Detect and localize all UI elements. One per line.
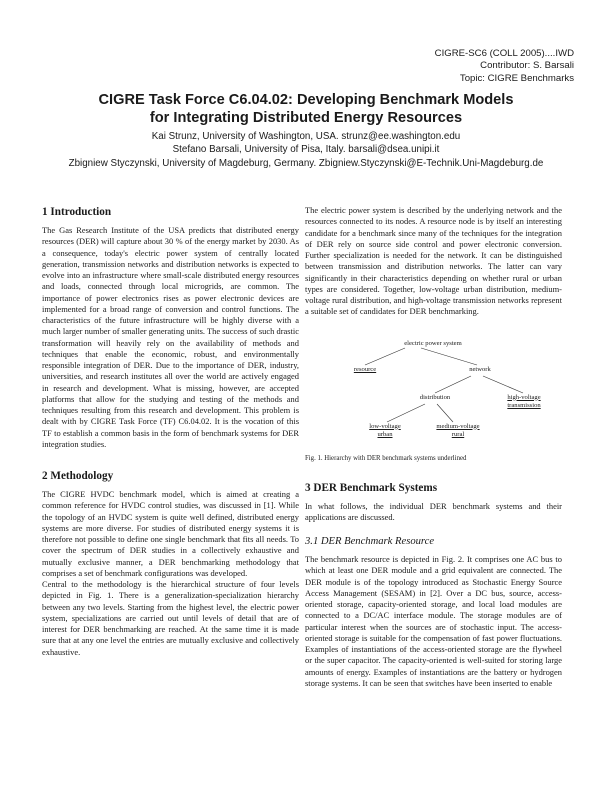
edge-distribution-mv <box>437 404 453 422</box>
node-medium-voltage-rural <box>423 423 493 439</box>
author-2: Stefano Barsali, University of Pisa, Italy. barsali@dsea.unipi.it <box>172 144 440 156</box>
edge-root-network <box>421 348 477 365</box>
figure-1-hierarchy <box>305 328 562 468</box>
subsection-heading-der-resource: 3.1 DER Benchmark Resource <box>305 536 435 547</box>
author-3: Zbigniew Styczynski, University of Magdeburg, Germany. Zbigniew.Styczynski@E-Technik.Uni-Magdeburg.de <box>68 157 544 169</box>
node-high-voltage-transmission <box>491 394 557 410</box>
header-meta <box>435 48 574 85</box>
section-heading-methodology: 2 Methodology <box>42 470 114 482</box>
author-list <box>0 130 612 170</box>
node-electric-power-system: electric power system <box>404 339 462 347</box>
edge-distribution-lv <box>387 404 425 422</box>
network-description-paragraph: The electric power system is described by the underlying network and the resources connected to its nodes. A resource node is by itself an interesting candidate for a benchmark since many of the techniques for the integration of DER rely on source side control and power electronic conversion. Further specialization is needed for the network. It can be distinguished between transmission and distribution networks. The latter can vary significantly in their characteristics depending on whether rural or urban types are considered. Together, low-voltage urban distribution, medium-voltage rural distribution, and high-voltage transmission networks represent a suitable set of candidates for DER benchmarking. <box>305 205 562 317</box>
node-network: network <box>469 365 491 373</box>
der-resource-paragraph: The benchmark resource is depicted in Fig. 2. It comprises one AC bus to which at least one DER module and a grid equivalent are connected. The DER module is of the topology introduced as Stochastic Energy Source Access Management (SESAM) in [2]. Over a DC bus, source, access-oriented storage, capacity-oriented storage, and local load modules are connected to a DC/AC interface module. The storage modules are of particular interest when the sources are of stochastic input. The access-oriented storage is suitable for the compensation of fast power fluctuations. Examples of instantiations of the access-oriented storage are the flywheel or the super capacitor. The capacity-oriented is well-suited for storing large amounts of energy. Examples of instantiations are the battery or hydrogen storage systems. It can be seen that switches have been inserted to enable <box>305 554 562 688</box>
edge-network-transmission <box>483 376 523 393</box>
edge-network-distribution <box>435 376 471 393</box>
paper-title-line-2: for Integrating Distributed Energy Resources <box>149 110 463 126</box>
section-heading-der-systems: 3 DER Benchmark Systems <box>305 481 438 494</box>
node-lv-line-1: low-voltage <box>369 422 401 430</box>
left-column <box>42 206 299 658</box>
methodology-paragraph-1: The CIGRE HVDC benchmark model, which is aimed at creating a common reference for HVDC control studies, was discussed in [1]. While the topology of an HVDC system is quite well defined, distributed energy systems are more diverse. For studies of distributed energy systems it is therefore not possible to define one single benchmark that fits all needs. To cover the spectrum of DER studies in a collectively exhaustive and mutually exclusive manner, a DER benchmarking methodology that comprises a set of benchmark configurations was developed. <box>42 489 299 578</box>
node-hv-line-1: high-voltage <box>507 393 541 401</box>
node-distribution: distribution <box>419 393 451 401</box>
section-heading-introduction: 1 Introduction <box>42 206 112 218</box>
author-1: Kai Strunz, University of Washington, USA. strunz@ee.washington.edu <box>151 131 461 142</box>
node-hv-line-2: transmission <box>507 401 541 409</box>
header-line-1: CIGRE-SC6 (COLL 2005)....IWD <box>434 48 574 59</box>
header-line-2: Contributor: S. Barsali <box>480 60 574 72</box>
node-mv-line-2: rural <box>451 430 465 438</box>
header-line-3: Topic: CIGRE Benchmarks <box>459 72 574 84</box>
paper-title-line-1: CIGRE Task Force C6.04.02: Developing Benchmark Models <box>98 92 514 108</box>
node-mv-line-1: medium-voltage <box>436 422 480 430</box>
node-resource: resource <box>353 365 377 373</box>
node-low-voltage-urban <box>355 423 415 439</box>
node-lv-line-2: urban <box>377 430 393 438</box>
right-column <box>305 205 562 689</box>
edge-root-resource <box>365 348 405 365</box>
title-block <box>0 91 612 170</box>
introduction-paragraph: The Gas Research Institute of the USA predicts that distributed energy resources (DER) will capture about 30 % of the energy market by 2030. As a consequence, today's electric power system of centrally located generation, transmission networks and distribution networks is expected to evolve into an infrastructure where small-scale distributed energy resources and loads, connected through local microgrids, are common. The importance of power electronics rises as power electronic devices are implemented for a broad range of conversion and control functions. The characteristics of the future infrastructure will be highly diverse with a much larger number of smaller generating units. The success of such drastic transformation will heavily rely on the availability of methods and techniques that enable the economic, robust, and environmentally responsible integration of DER. Due to the importance of DER, industry, universities, and research institutes all over the world are actively engaged in research and development. What is missing, however, are accepted platforms that allow for the studying and testing of the methods and techniques resulting from this research and development. This problem is dealt with by CIGRE Task Force (TF) C6.04.02. It is the vocation of this TF to establish a common basis in the form of benchmark systems for DER integration studies. <box>42 225 299 449</box>
figure-1-caption: Fig. 1. Hierarchy with DER benchmark systems underlined <box>305 454 467 462</box>
der-systems-paragraph: In what follows, the individual DER benchmark systems and their applications are discussed. <box>305 500 562 522</box>
methodology-paragraph-2: Central to the methodology is the hierarchical structure of four levels depicted in Fig. 1. There is a generalization-specialization hierarchy between any two levels. Starting from the highest level, the electric power system, specializations are carried out until levels of detail that are of interest for DER benchmarking are reached. At the same time it is made sure that at any one level the entries are mutually exclusive and collectively exhaustive. <box>42 579 299 657</box>
